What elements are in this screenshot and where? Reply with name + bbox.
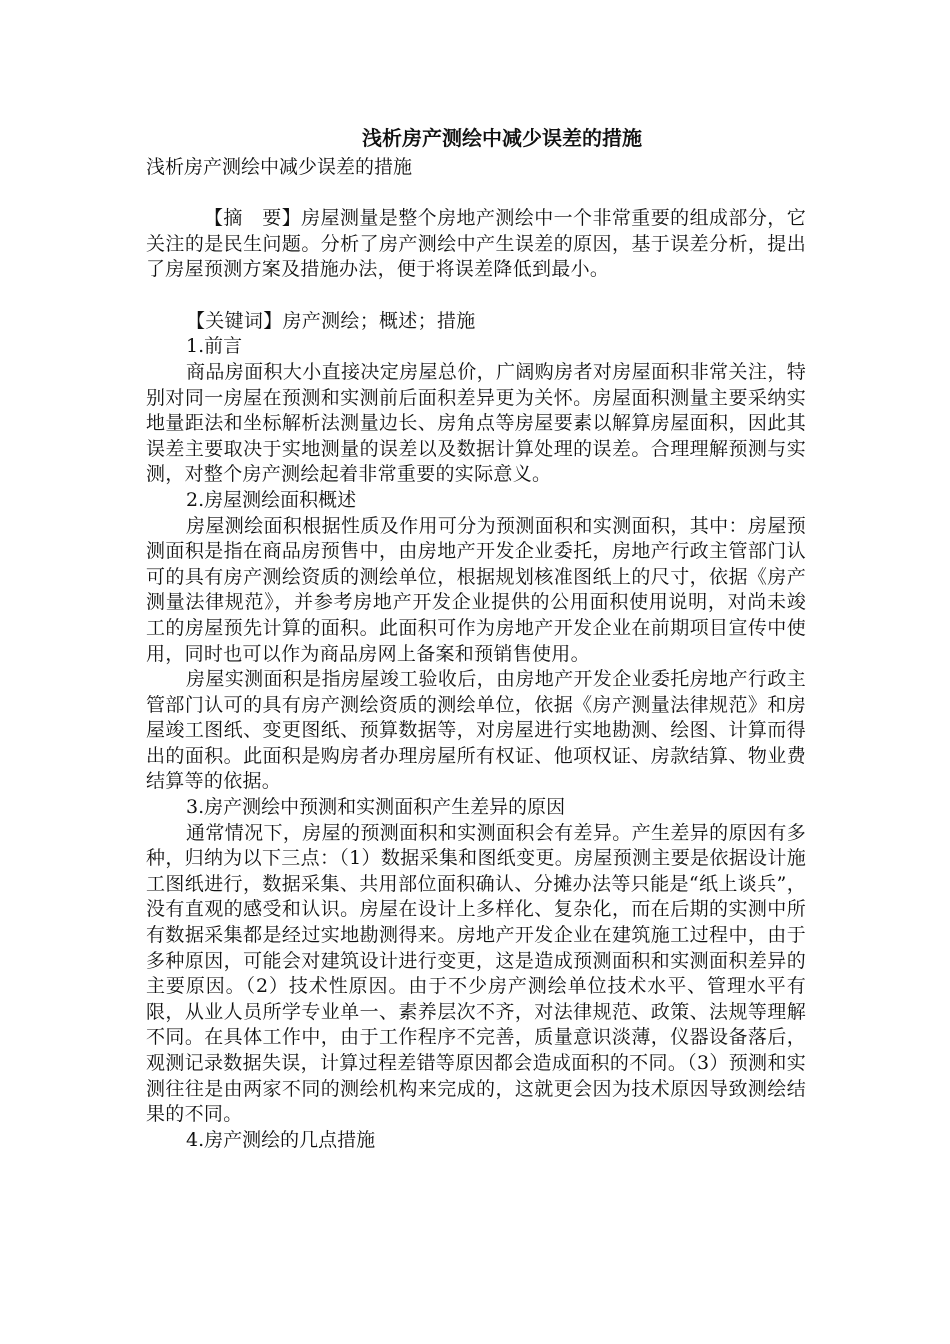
body-paragraph: 房屋测绘面积根据性质及作用可分为预测面积和实测面积，其中：房屋预测面积是指在商品房预售中，由房地产开发企业委托，房地产行政主管部门认可的具有房产测绘资质的测绘单位，根据规划核准图纸上的尺寸，依据《房产测量法律规范》，并参考房地产开发企业提供的公用面积使用说明，对尚未竣工的房屋预先计算的面积。此面积可作为房地产开发企业在前期项目宣传中使用，同时也可以作为商品房网上备案和预销售使用。 [146, 514, 806, 665]
document-subtitle: 浅析房产测绘中减少误差的措施 [146, 156, 413, 178]
spacer [146, 180, 806, 206]
document-page [146, 124, 806, 1153]
section-heading: 1.前言 [186, 335, 243, 358]
spacer [146, 283, 806, 309]
document-title: 浅析房产测绘中减少误差的措施 [362, 126, 642, 150]
body-paragraph: 房屋实测面积是指房屋竣工验收后，由房地产开发企业委托房地产行政主管部门认可的具有房产测绘资质的测绘单位，依据《房产测量法律规范》和房屋竣工图纸、变更图纸、预算数据等，对房屋进行实地勘测、绘图、计算而得出的面积。此面积是购房者办理房屋所有权证、他项权证、房款结算、物业费结算等的依据。 [146, 668, 806, 793]
body-paragraph: 商品房面积大小直接决定房屋总价，广阔购房者对房屋面积非常关注，特别对同一房屋在预测和实测前后面积差异更为关怀。房屋面积测量主要采纳实地量距法和坐标解析法测量边长、房角点等房屋要素以解算房屋面积，因此其误差主要取决于实地测量的误差以及数据计算处理的误差。合理理解预测与实测，对整个房产测绘起着非常重要的实际意义。 [146, 360, 806, 486]
section-heading: 2.房屋测绘面积概述 [186, 488, 357, 511]
keywords-line: 【关键词】房产测绘；概述；措施 [186, 309, 476, 332]
section-heading: 4.房产测绘的几点措施 [186, 1128, 376, 1151]
section-heading: 3.房产测绘中预测和实测面积产生差异的原因 [186, 796, 566, 819]
body-paragraph: 通常情况下，房屋的预测面积和实测面积会有差异。产生差异的原因有多种，归纳为以下三点：（1）数据采集和图纸变更。房屋预测主要是依据设计施工图纸进行，数据采集、共用部位面积确认、分摊办法等只能是“纸上谈兵”，没有直观的感受和认识。房屋在设计上多样化、复杂化，而在后期的实测中所有数据采集都是经过实地勘测得来。房地产开发企业在建筑施工过程中，由于多种原因，可能会对建筑设计进行变更，这是造成预测面积和实测面积差异的主要原因。（2）技术性原因。由于不少房产测绘单位技术水平、管理水平有限，从业人员所学专业单一、素养层次不齐，对法律规范、政策、法规等理解不同。在具体工作中，由于工作程序不完善，质量意识淡薄，仪器设备落后，观测记录数据失误，计算过程差错等原因都会造成面积的不同。（3）预测和实测往往是由两家不同的测绘机构来完成的，这就更会因为技术原因导致测绘结果的不同。 [146, 821, 806, 1126]
abstract-paragraph: 【摘 要】房屋测量是整个房地产测绘中一个非常重要的组成部分，它关注的是民生问题。分析了房产测绘中产生误差的原因，基于误差分析，提出了房屋预测方案及措施办法，便于将误差降低到最小。 [146, 207, 806, 281]
